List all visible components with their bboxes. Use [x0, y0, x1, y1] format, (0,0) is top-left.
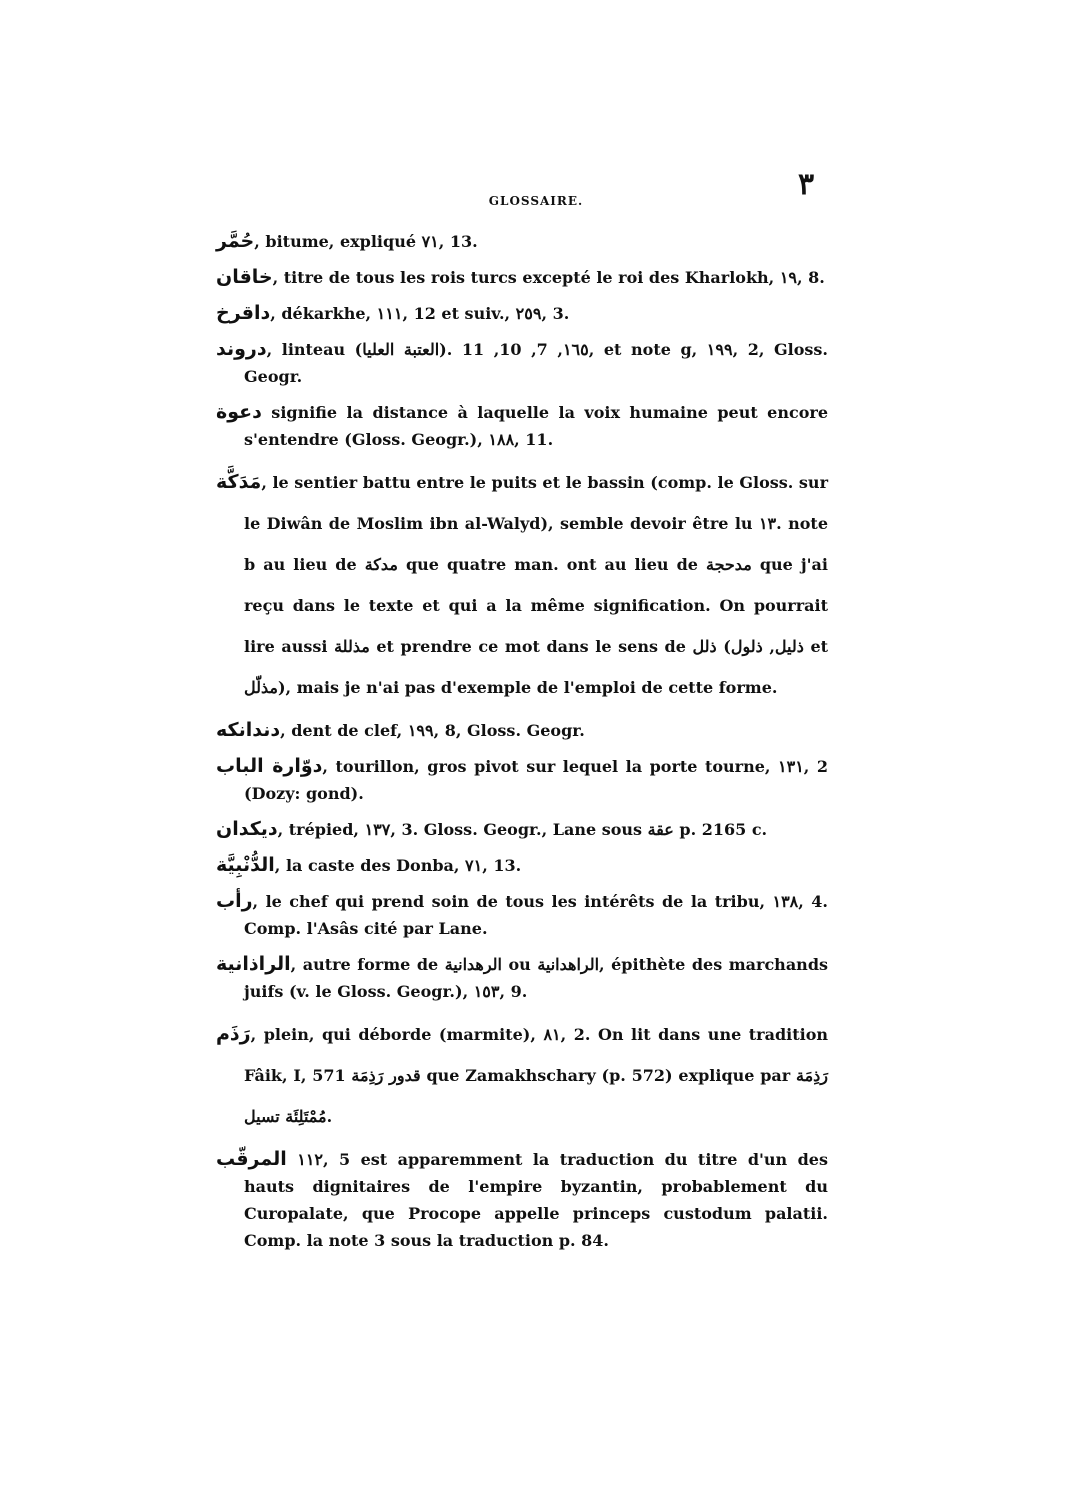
- glossary-entry: [216, 753, 828, 807]
- glossary-entry: [216, 300, 828, 327]
- arabic-headword: الدُّنْبِيَّة: [216, 854, 275, 876]
- arabic-headword: دعوة: [216, 401, 262, 423]
- entry-text: , titre de tous les rois turcs excepté le roi des Kharlokh, ١٩, 8.: [272, 268, 825, 287]
- entry-text: ١١٢, 5 est apparemment la traduction du titre d'un des hauts dignitaires de l'empire byzantin, probablement du Curopalate, que Procope appelle princeps custodum palatii. Comp. la note 3 sous la traduction p. 84.: [244, 1150, 828, 1250]
- arabic-headword: دروند: [216, 338, 267, 360]
- arabic-headword: الراذانية: [216, 953, 291, 975]
- entry-text: , le chef qui prend soin de tous les intérêts de la tribu, ١٣٨, 4. Comp. l'Asâs cité par Lane.: [244, 892, 829, 938]
- entry-text: , la caste des Donba, ٧١, 13.: [274, 856, 522, 875]
- arabic-headword: رأب: [216, 890, 253, 912]
- entry-text: , plein, qui déborde (marmite), ٨١, 2. On lit dans une tradition Fâik, I, 571 قدور رَذِمَة que Zamakhschary (p. 572) explique par رَذِمَة مُمْتَلِئَة تسيل.: [244, 1025, 829, 1126]
- entry-text: , tourillon, gros pivot sur lequel la porte tourne, ١٣١, 2 (Dozy: gond).: [244, 757, 828, 803]
- entry-text: , linteau (العتبة العليا). ١٦٥, 7, 10, 11, et note g, ١٩٩, 2, Gloss. Geogr.: [244, 340, 828, 386]
- arabic-headword: مَدَكَّة: [216, 471, 262, 493]
- glossary-entry: [216, 888, 828, 942]
- arabic-headword: المرقّب: [216, 1148, 287, 1170]
- arabic-headword: رَذَم: [216, 1023, 251, 1045]
- glossary-entry: [216, 264, 828, 291]
- arabic-headword: ديكدان: [216, 818, 278, 840]
- arabic-headword: دوّارة الباب: [216, 755, 323, 777]
- entry-text: , bitume, expliqué ٧١, 13.: [254, 232, 478, 251]
- glossary-entry: [216, 228, 828, 255]
- arabic-headword: داقرخ: [216, 302, 271, 324]
- glossary-entry: [216, 951, 828, 1005]
- glossary-entry: [216, 462, 828, 708]
- entry-text: , dent de clef, ١٩٩, 8, Gloss. Geogr.: [280, 721, 585, 740]
- glossary-entry: [216, 399, 828, 453]
- glossary-entry: [216, 336, 828, 390]
- running-head: GLOSSAIRE.: [488, 194, 584, 208]
- glossary-entry: [216, 1146, 828, 1254]
- entry-text: , le sentier battu entre le puits et le bassin (comp. le Gloss. sur le Diwân de Moslim ibn al-Walyd), semble devoir être lu ١٣. note b au lieu de مدكة que quatre man. ont au lieu de مدحجة que j'ai reçu dans le texte et qui a la même signification. On pourrait lire aussi مذللة et prendre ce mot dans le sens de ذلل (ذليل, ذلول et مذلّل), mais je n'ai pas d'exemple de l'emploi de cette forme.: [244, 473, 829, 697]
- glossary-entry: [216, 1014, 828, 1137]
- entry-text: , dékarkhe, ١١١, 12 et suiv., ٢٥٩, 3.: [270, 304, 570, 323]
- page-number: ٣: [798, 167, 815, 202]
- arabic-headword: دندانكه: [216, 719, 281, 741]
- glossary-entry: [216, 852, 828, 879]
- arabic-headword: خاقان: [216, 266, 273, 288]
- glossary-entries: [216, 228, 828, 1263]
- glossary-entry: [216, 816, 828, 843]
- entry-text: , trépied, ١٣٧, 3. Gloss. Geogr., Lane sous عقة p. 2165 c.: [277, 820, 768, 839]
- entry-text: , autre forme de الرهدانية ou الراهدانية, épithète des marchands juifs (v. le Gloss. Geogr.), ١٥٣, 9.: [244, 955, 829, 1001]
- glossary-entry: [216, 717, 828, 744]
- arabic-headword: حُمَّر: [216, 230, 255, 252]
- entry-text: signifie la distance à laquelle la voix humaine peut encore s'entendre (Gloss. Geogr.), ١٨٨, 11.: [244, 403, 828, 449]
